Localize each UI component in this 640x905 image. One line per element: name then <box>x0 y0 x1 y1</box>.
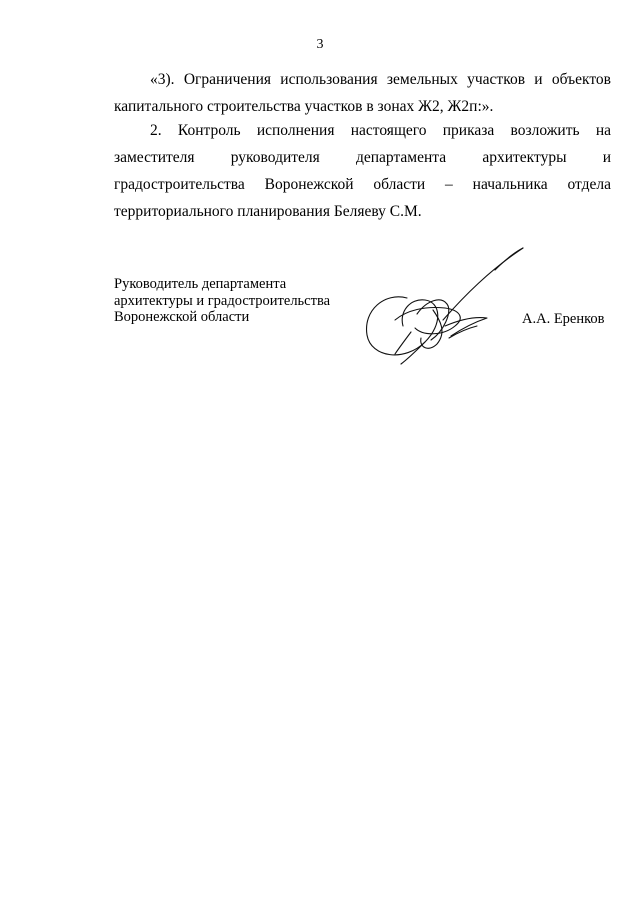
paragraph-zones-restrictions: «3). Ограничения использования земельных участков и объектов капитального строительства участков в зонах Ж2, Ж2п:». <box>114 71 611 115</box>
position-line: архитектуры и градостроительства <box>114 292 331 309</box>
handwritten-signature <box>355 240 535 370</box>
page-number: 3 <box>316 37 324 52</box>
position-line: Руководитель департамента <box>114 276 287 292</box>
paragraph-control-execution: 2. Контроль исполнения настоящего приказа возложить на заместителя руководителя департамента архитектуры и градостроительства Воронежской области – начальника отдела территориального планирования Беляеву С.М. <box>114 122 611 220</box>
signer-name: А.А. Еренков <box>522 311 605 327</box>
signatory-position <box>114 276 344 326</box>
position-line: Воронежской области <box>114 309 250 325</box>
